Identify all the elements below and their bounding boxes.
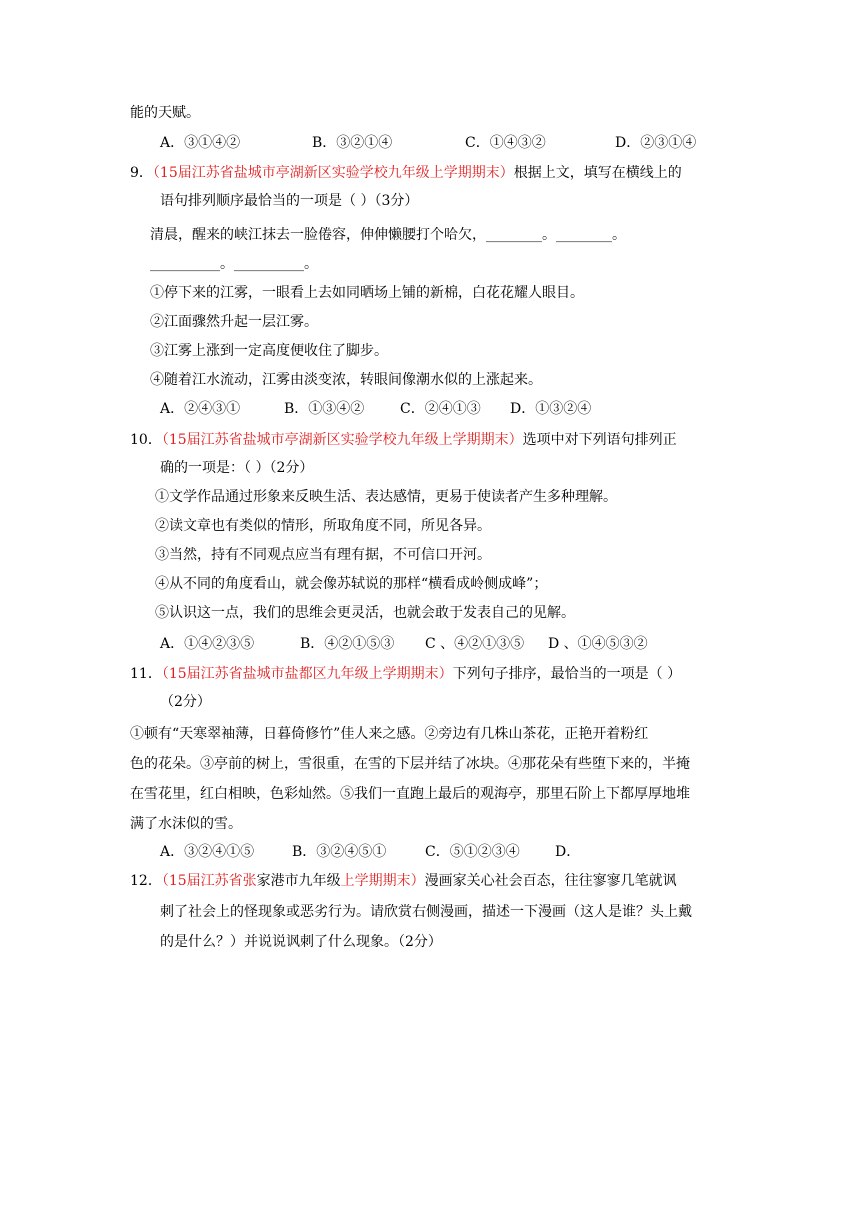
q9-item-3: ③江雾上涨到一定高度便收住了脚步。 (150, 343, 388, 359)
q8-option-a: A．③①④② (160, 135, 241, 151)
q11-number: 11． (130, 666, 162, 682)
q10-option-c: C 、④②①③⑤ (425, 636, 525, 652)
q9-option-a: A．②④③① (160, 401, 241, 417)
q11-prompt-1: 下列句子排序，最恰当的一项是（ ） (452, 666, 682, 682)
q8-option-c: C．①④③② (465, 135, 546, 151)
q12-source-b: 家港市九年级 (256, 873, 341, 889)
q8-option-b: B．③②①④ (312, 135, 393, 151)
q12-header (130, 871, 677, 891)
q10-item-4: ④从不同的角度看山，就会像苏轼说的那样“横看成岭侧成峰”； (155, 576, 548, 592)
q10-source: （15届江苏省盐城市亭湖新区实验学校九年级上学期期末） (161, 432, 523, 448)
q11-header (130, 664, 681, 684)
q11-passage-1: ①顿有“天寒翠袖薄，日暮倚修竹”佳人来之感。②旁边有几株山茶花，正艳开着粉红 (130, 726, 649, 742)
q9-option-c: C．②④①③ (400, 401, 481, 417)
q11-passage-4: 满了水沫似的雪。 (130, 816, 242, 832)
q10-prompt-2: 确的一项是：（ ）（2分） (160, 460, 314, 476)
q11-option-a: A．③②④①⑤ (160, 844, 255, 860)
q11-source: （15届江苏省盐城市盐都区九年级上学期期末） (161, 666, 453, 682)
q12-prompt-2: 刺了社会上的怪现象或恶劣行为。请欣赏右侧漫画，描述一下漫画（这人是谁？头上戴 (160, 904, 692, 920)
q9-passage-1: 清晨，醒来的峡江抹去一脸倦容，伸伸懒腰打个哈欠，________。________。 (150, 227, 626, 243)
q12-prompt-1: 漫画家关心社会百态，往往寥寥几笔就讽 (424, 873, 677, 889)
q12-source-a: （15届江苏省张 (161, 873, 257, 889)
q11-prompt-2: （2分） (160, 694, 211, 710)
q11-option-b: B．③②④⑤① (292, 844, 387, 860)
q10-number: 10． (130, 432, 162, 448)
q8-option-d: D．②③①④ (615, 135, 697, 151)
q10-option-a: A．①④②③⑤ (160, 636, 255, 652)
q10-item-1: ①文学作品通过形象来反映生活、表达感情，更易于使读者产生多种理解。 (155, 489, 617, 505)
q11-passage-2: 色的花朵。③亭前的树上，雪很重，在雪的下层并结了冰块。④那花朵有些堕下来的，半掩 (130, 756, 690, 772)
q10-header (130, 430, 677, 450)
q12-number: 12． (130, 873, 162, 889)
q10-item-5: ⑤认识这一点，我们的思维会更灵活，也就会敢于发表自己的见解。 (155, 605, 575, 621)
q9-option-d: D．①③②④ (510, 401, 592, 417)
q10-option-d: D 、①④⑤③② (548, 636, 648, 652)
q12-source-c: 上学期期末） (340, 873, 425, 889)
q9-source: （15届江苏省盐城市亭湖新区实验学校九年级上学期期末） (152, 165, 514, 181)
q10-prompt-1: 选项中对下列语句排列正 (522, 432, 677, 448)
q9-prompt-1: 根据上文，填写在横线上的 (513, 165, 682, 181)
q11-passage-3: 在雪花里，红白相映，色彩灿然。⑤我们一直跑上最后的观海亭，那里石阶上下都厚厚地堆 (130, 786, 690, 802)
q9-item-1: ①停下来的江雾，一眼看上去如同晒场上铺的新棉，白花花耀人眼目。 (150, 285, 584, 301)
intro-continuation: 能的天赋。 (130, 105, 200, 121)
q10-option-b: B．④②①⑤③ (300, 636, 395, 652)
q11-option-d: D． (555, 844, 581, 860)
q9-header (130, 163, 682, 183)
q10-item-3: ③当然，持有不同观点应当有理有据，不可信口开河。 (155, 547, 491, 563)
q9-prompt-2: 语句排列顺序最恰当的一项是（ ）（3分） (160, 193, 419, 209)
q9-item-2: ②江面骤然升起一层江雾。 (150, 314, 318, 330)
q9-passage-2: __________。__________。 (150, 256, 318, 272)
q9-item-4: ④随着江水流动，江雾由淡变浓，转眼间像潮水似的上涨起来。 (150, 372, 542, 388)
q12-prompt-3: 的是什么？）并说说讽刺了什么现象。（2分） (160, 934, 442, 950)
q11-option-c: C．⑤①②③④ (425, 844, 520, 860)
q9-option-b: B．①③④② (284, 401, 365, 417)
q10-item-2: ②读文章也有类似的情形，所取角度不同，所见各异。 (155, 518, 491, 534)
q9-number: 9． (130, 165, 153, 181)
